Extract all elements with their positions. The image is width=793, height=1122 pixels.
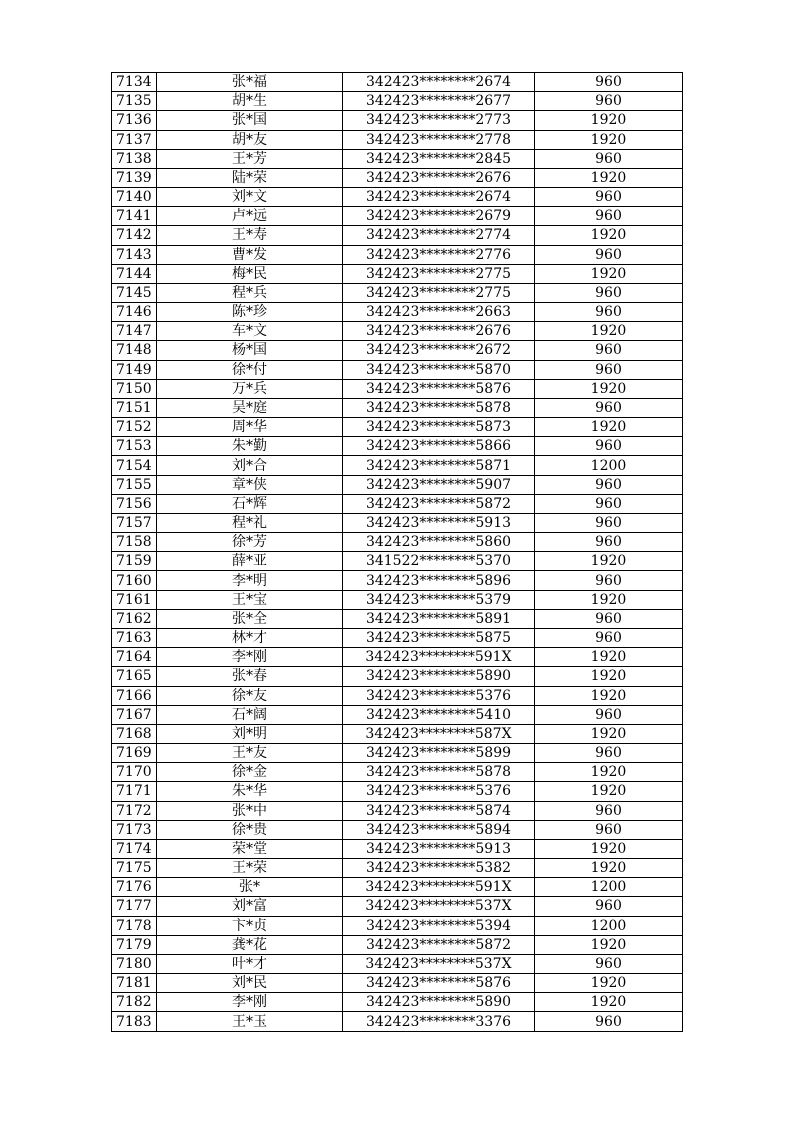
amount-cell: 960	[535, 303, 683, 322]
row-number-cell: 7160	[112, 571, 157, 590]
amount-cell: 1920	[535, 667, 683, 686]
id-number-cell: 342423********2679	[343, 207, 535, 226]
table-row	[112, 533, 683, 552]
amount-cell: 960	[535, 73, 683, 92]
row-number-cell: 7181	[112, 974, 157, 993]
amount-cell: 1920	[535, 418, 683, 437]
amount-cell: 1200	[535, 456, 683, 475]
id-number-cell: 342423********5871	[343, 456, 535, 475]
table-row	[112, 820, 683, 839]
amount-cell: 1920	[535, 839, 683, 858]
table-row	[112, 245, 683, 264]
name-cell: 刘*明	[157, 724, 343, 743]
id-number-cell: 342423********5890	[343, 667, 535, 686]
name-cell: 徐*金	[157, 763, 343, 782]
table-row	[112, 801, 683, 820]
name-cell: 徐*友	[157, 686, 343, 705]
id-number-cell: 342423********2775	[343, 283, 535, 302]
row-number-cell: 7146	[112, 303, 157, 322]
name-cell: 李*刚	[157, 648, 343, 667]
table-row	[112, 207, 683, 226]
id-number-cell: 342423********3376	[343, 1012, 535, 1031]
amount-cell: 960	[535, 954, 683, 973]
table-row	[112, 168, 683, 187]
table-row	[112, 628, 683, 647]
name-cell: 石*阔	[157, 705, 343, 724]
name-cell: 叶*才	[157, 954, 343, 973]
row-number-cell: 7139	[112, 168, 157, 187]
row-number-cell: 7143	[112, 245, 157, 264]
table-row	[112, 1012, 683, 1031]
table-row	[112, 705, 683, 724]
row-number-cell: 7157	[112, 513, 157, 532]
row-number-cell: 7148	[112, 341, 157, 360]
row-number-cell: 7175	[112, 859, 157, 878]
row-number-cell: 7154	[112, 456, 157, 475]
table-row	[112, 475, 683, 494]
id-number-cell: 342423********2776	[343, 245, 535, 264]
id-number-cell: 342423********5876	[343, 974, 535, 993]
id-number-cell: 342423********5875	[343, 628, 535, 647]
amount-cell: 1920	[535, 226, 683, 245]
amount-cell: 960	[535, 513, 683, 532]
table-row	[112, 744, 683, 763]
row-number-cell: 7144	[112, 264, 157, 283]
amount-cell: 960	[535, 188, 683, 207]
amount-cell: 960	[535, 1012, 683, 1031]
name-cell: 张*春	[157, 667, 343, 686]
id-number-cell: 342423********5872	[343, 935, 535, 954]
id-number-cell: 342423********5870	[343, 360, 535, 379]
table-row	[112, 609, 683, 628]
table-row	[112, 686, 683, 705]
name-cell: 车*文	[157, 322, 343, 341]
amount-cell: 1920	[535, 648, 683, 667]
amount-cell: 960	[535, 571, 683, 590]
amount-cell: 960	[535, 341, 683, 360]
amount-cell: 1920	[535, 379, 683, 398]
table-row	[112, 92, 683, 111]
table-row	[112, 590, 683, 609]
amount-cell: 960	[535, 360, 683, 379]
id-number-cell: 342423********2674	[343, 73, 535, 92]
table-row	[112, 398, 683, 417]
id-number-cell: 342423********5913	[343, 513, 535, 532]
row-number-cell: 7180	[112, 954, 157, 973]
row-number-cell: 7179	[112, 935, 157, 954]
table-row	[112, 552, 683, 571]
row-number-cell: 7173	[112, 820, 157, 839]
id-number-cell: 342423********2676	[343, 322, 535, 341]
table-row	[112, 878, 683, 897]
name-cell: 李*刚	[157, 993, 343, 1012]
table-row	[112, 456, 683, 475]
name-cell: 王*玉	[157, 1012, 343, 1031]
table-row	[112, 73, 683, 92]
id-number-cell: 342423********591X	[343, 648, 535, 667]
amount-cell: 1920	[535, 935, 683, 954]
row-number-cell: 7134	[112, 73, 157, 92]
name-cell: 胡*友	[157, 130, 343, 149]
row-number-cell: 7140	[112, 188, 157, 207]
table-row	[112, 935, 683, 954]
row-number-cell: 7174	[112, 839, 157, 858]
id-number-cell: 342423********5873	[343, 418, 535, 437]
table-row	[112, 188, 683, 207]
id-number-cell: 342423********5376	[343, 782, 535, 801]
id-number-cell: 342423********537X	[343, 954, 535, 973]
id-number-cell: 342423********2774	[343, 226, 535, 245]
row-number-cell: 7167	[112, 705, 157, 724]
table-row	[112, 859, 683, 878]
row-number-cell: 7182	[112, 993, 157, 1012]
id-number-cell: 342423********5382	[343, 859, 535, 878]
id-number-cell: 342423********2775	[343, 264, 535, 283]
amount-cell: 960	[535, 398, 683, 417]
amount-cell: 960	[535, 494, 683, 513]
row-number-cell: 7156	[112, 494, 157, 513]
name-cell: 刘*民	[157, 974, 343, 993]
name-cell: 周*华	[157, 418, 343, 437]
row-number-cell: 7165	[112, 667, 157, 686]
amount-cell: 960	[535, 744, 683, 763]
amount-cell: 1920	[535, 590, 683, 609]
name-cell: 曹*发	[157, 245, 343, 264]
id-number-cell: 342423********2778	[343, 130, 535, 149]
table-row	[112, 360, 683, 379]
id-number-cell: 342423********5866	[343, 437, 535, 456]
row-number-cell: 7166	[112, 686, 157, 705]
amount-cell: 960	[535, 207, 683, 226]
id-number-cell: 342423********2663	[343, 303, 535, 322]
table-container	[111, 72, 683, 1032]
table-body	[112, 73, 683, 1032]
id-number-cell: 342423********587X	[343, 724, 535, 743]
row-number-cell: 7169	[112, 744, 157, 763]
amount-cell: 1920	[535, 322, 683, 341]
table-row	[112, 303, 683, 322]
name-cell: 张*国	[157, 111, 343, 130]
name-cell: 程*礼	[157, 513, 343, 532]
id-number-cell: 342423********2845	[343, 149, 535, 168]
row-number-cell: 7159	[112, 552, 157, 571]
row-number-cell: 7163	[112, 628, 157, 647]
amount-cell: 1920	[535, 782, 683, 801]
table-row	[112, 897, 683, 916]
id-number-cell: 342423********5907	[343, 475, 535, 494]
name-cell: 张*全	[157, 609, 343, 628]
row-number-cell: 7183	[112, 1012, 157, 1031]
name-cell: 章*侠	[157, 475, 343, 494]
row-number-cell: 7136	[112, 111, 157, 130]
amount-cell: 1920	[535, 111, 683, 130]
amount-cell: 960	[535, 92, 683, 111]
row-number-cell: 7155	[112, 475, 157, 494]
amount-cell: 960	[535, 609, 683, 628]
table-row	[112, 264, 683, 283]
table-row	[112, 916, 683, 935]
row-number-cell: 7176	[112, 878, 157, 897]
amount-cell: 960	[535, 245, 683, 264]
row-number-cell: 7150	[112, 379, 157, 398]
row-number-cell: 7161	[112, 590, 157, 609]
id-number-cell: 342423********537X	[343, 897, 535, 916]
amount-cell: 960	[535, 897, 683, 916]
table-row	[112, 379, 683, 398]
name-cell: 王*芳	[157, 149, 343, 168]
id-number-cell: 342423********5872	[343, 494, 535, 513]
row-number-cell: 7162	[112, 609, 157, 628]
amount-cell: 1920	[535, 264, 683, 283]
row-number-cell: 7137	[112, 130, 157, 149]
name-cell: 万*兵	[157, 379, 343, 398]
table-row	[112, 494, 683, 513]
row-number-cell: 7147	[112, 322, 157, 341]
name-cell: 薛*亚	[157, 552, 343, 571]
name-cell: 王*宝	[157, 590, 343, 609]
name-cell: 徐*付	[157, 360, 343, 379]
name-cell: 林*才	[157, 628, 343, 647]
name-cell: 程*兵	[157, 283, 343, 302]
amount-cell: 1920	[535, 686, 683, 705]
name-cell: 杨*国	[157, 341, 343, 360]
amount-cell: 960	[535, 283, 683, 302]
amount-cell: 960	[535, 437, 683, 456]
row-number-cell: 7138	[112, 149, 157, 168]
row-number-cell: 7141	[112, 207, 157, 226]
amount-cell: 1920	[535, 552, 683, 571]
amount-cell: 1920	[535, 724, 683, 743]
id-number-cell: 341522********5370	[343, 552, 535, 571]
table-row	[112, 974, 683, 993]
name-cell: 徐*芳	[157, 533, 343, 552]
row-number-cell: 7171	[112, 782, 157, 801]
amount-cell: 1200	[535, 916, 683, 935]
row-number-cell: 7135	[112, 92, 157, 111]
amount-cell: 1920	[535, 168, 683, 187]
name-cell: 刘*富	[157, 897, 343, 916]
name-cell: 王*荣	[157, 859, 343, 878]
row-number-cell: 7149	[112, 360, 157, 379]
amount-cell: 960	[535, 801, 683, 820]
id-number-cell: 342423********2676	[343, 168, 535, 187]
row-number-cell: 7177	[112, 897, 157, 916]
name-cell: 胡*生	[157, 92, 343, 111]
id-number-cell: 342423********5876	[343, 379, 535, 398]
name-cell: 王*寿	[157, 226, 343, 245]
data-table	[111, 72, 683, 1032]
name-cell: 石*辉	[157, 494, 343, 513]
table-row	[112, 322, 683, 341]
row-number-cell: 7164	[112, 648, 157, 667]
id-number-cell: 342423********5379	[343, 590, 535, 609]
table-row	[112, 954, 683, 973]
amount-cell: 960	[535, 475, 683, 494]
amount-cell: 1920	[535, 974, 683, 993]
amount-cell: 960	[535, 149, 683, 168]
table-row	[112, 283, 683, 302]
amount-cell: 960	[535, 628, 683, 647]
table-row	[112, 111, 683, 130]
row-number-cell: 7151	[112, 398, 157, 417]
table-row	[112, 839, 683, 858]
name-cell: 李*明	[157, 571, 343, 590]
table-row	[112, 437, 683, 456]
name-cell: 陈*珍	[157, 303, 343, 322]
row-number-cell: 7152	[112, 418, 157, 437]
id-number-cell: 342423********5890	[343, 993, 535, 1012]
table-row	[112, 571, 683, 590]
table-row	[112, 724, 683, 743]
name-cell: 陆*荣	[157, 168, 343, 187]
id-number-cell: 342423********5410	[343, 705, 535, 724]
id-number-cell: 342423********2672	[343, 341, 535, 360]
id-number-cell: 342423********2773	[343, 111, 535, 130]
table-row	[112, 648, 683, 667]
table-row	[112, 993, 683, 1012]
id-number-cell: 342423********5860	[343, 533, 535, 552]
name-cell: 刘*合	[157, 456, 343, 475]
id-number-cell: 342423********5894	[343, 820, 535, 839]
id-number-cell: 342423********5874	[343, 801, 535, 820]
name-cell: 张*中	[157, 801, 343, 820]
row-number-cell: 7172	[112, 801, 157, 820]
amount-cell: 1920	[535, 859, 683, 878]
id-number-cell: 342423********5376	[343, 686, 535, 705]
id-number-cell: 342423********5891	[343, 609, 535, 628]
table-row	[112, 513, 683, 532]
amount-cell: 1920	[535, 993, 683, 1012]
id-number-cell: 342423********5394	[343, 916, 535, 935]
table-row	[112, 130, 683, 149]
name-cell: 吴*庭	[157, 398, 343, 417]
id-number-cell: 342423********5896	[343, 571, 535, 590]
name-cell: 张*福	[157, 73, 343, 92]
row-number-cell: 7170	[112, 763, 157, 782]
amount-cell: 960	[535, 705, 683, 724]
amount-cell: 1920	[535, 130, 683, 149]
table-row	[112, 667, 683, 686]
table-row	[112, 226, 683, 245]
name-cell: 徐*贵	[157, 820, 343, 839]
amount-cell: 1920	[535, 763, 683, 782]
table-row	[112, 341, 683, 360]
id-number-cell: 342423********5913	[343, 839, 535, 858]
name-cell: 梅*民	[157, 264, 343, 283]
id-number-cell: 342423********2677	[343, 92, 535, 111]
name-cell: 龚*花	[157, 935, 343, 954]
name-cell: 卞*贞	[157, 916, 343, 935]
id-number-cell: 342423********5899	[343, 744, 535, 763]
name-cell: 王*友	[157, 744, 343, 763]
name-cell: 刘*文	[157, 188, 343, 207]
name-cell: 张*	[157, 878, 343, 897]
row-number-cell: 7145	[112, 283, 157, 302]
name-cell: 荣*堂	[157, 839, 343, 858]
id-number-cell: 342423********591X	[343, 878, 535, 897]
row-number-cell: 7142	[112, 226, 157, 245]
amount-cell: 960	[535, 820, 683, 839]
id-number-cell: 342423********5878	[343, 398, 535, 417]
row-number-cell: 7158	[112, 533, 157, 552]
row-number-cell: 7178	[112, 916, 157, 935]
table-row	[112, 782, 683, 801]
table-row	[112, 418, 683, 437]
table-row	[112, 149, 683, 168]
id-number-cell: 342423********2674	[343, 188, 535, 207]
row-number-cell: 7168	[112, 724, 157, 743]
name-cell: 朱*勤	[157, 437, 343, 456]
amount-cell: 1200	[535, 878, 683, 897]
row-number-cell: 7153	[112, 437, 157, 456]
amount-cell: 960	[535, 533, 683, 552]
name-cell: 卢*远	[157, 207, 343, 226]
table-row	[112, 763, 683, 782]
name-cell: 朱*华	[157, 782, 343, 801]
id-number-cell: 342423********5878	[343, 763, 535, 782]
